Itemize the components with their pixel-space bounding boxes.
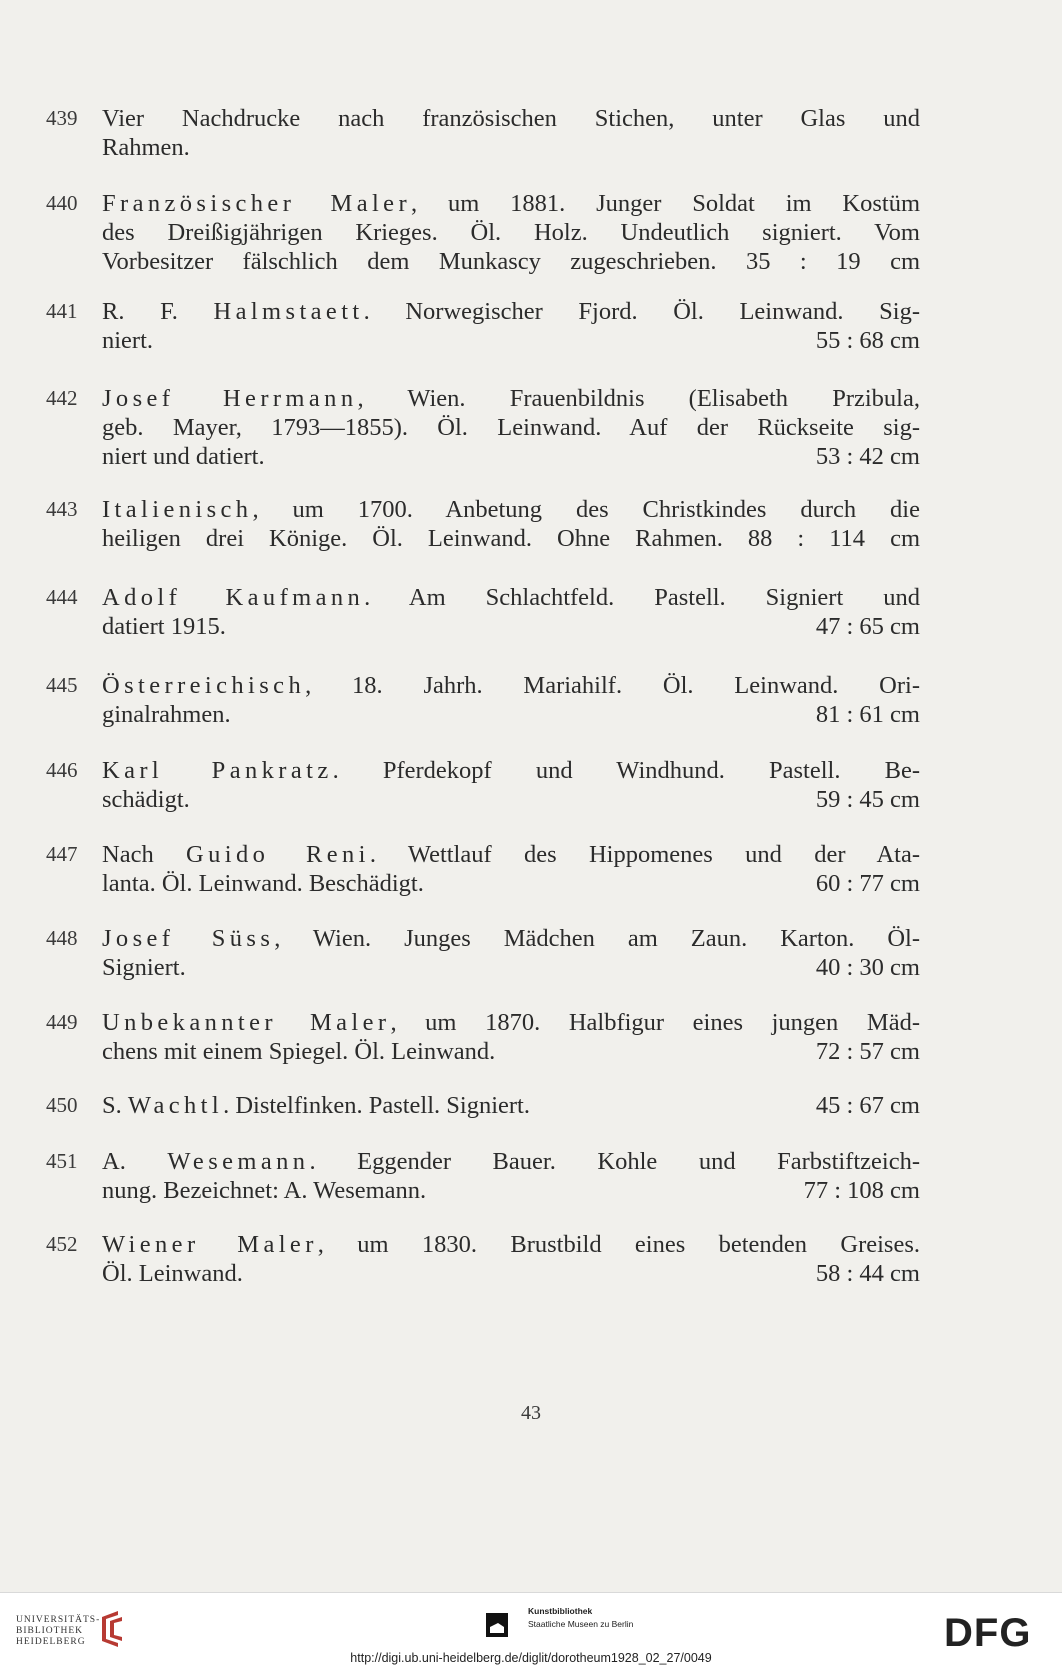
entry-line [102, 756, 920, 785]
entry-text-part: Rahmen. [102, 134, 190, 161]
lot-number: 440 [46, 191, 78, 215]
entry-text-part: . Pferdekopf und Windhund. Pastell. Be- [332, 757, 920, 784]
entry-line [102, 612, 920, 641]
entry-line [102, 924, 920, 953]
lot-number: 450 [46, 1093, 78, 1117]
dimensions: 58 : 44 cm [815, 1260, 920, 1287]
dimensions: 77 : 108 cm [803, 1177, 920, 1204]
entry-line [102, 1147, 920, 1176]
dimensions: 47 : 65 cm [815, 613, 920, 640]
entry-line [102, 297, 920, 326]
artist-name: Unbekannter Maler [102, 1009, 391, 1036]
artist-name: Halmstaett [213, 298, 364, 325]
entry-text [102, 495, 920, 553]
footer-bar [0, 1592, 1062, 1670]
entry-text-part: Signiert. [102, 954, 186, 981]
entry-text-part: . Wettlauf des Hippomenes und der Ata- [369, 841, 920, 868]
entry-text-part: , 18. Jahrh. Mariahilf. Öl. Leinwand. Ori- [305, 672, 920, 699]
entry-line [102, 953, 920, 982]
entry-text-part: schädigt. [102, 786, 190, 813]
kunstbibliothek-mark-icon [486, 1613, 508, 1637]
kunstbibliothek-logo[interactable] [528, 1605, 633, 1631]
lot-number: 441 [46, 299, 78, 323]
entry-text-part: A. [102, 1148, 168, 1175]
entry-text-part: . Distelfinken. Pastell. Signiert. [223, 1092, 530, 1119]
entry-text [102, 840, 920, 898]
lot-number: 448 [46, 926, 78, 950]
entry-text [102, 1147, 920, 1205]
entry-line [102, 869, 920, 898]
entry-text-part: datiert 1915. [102, 613, 226, 640]
lot-number: 442 [46, 386, 78, 410]
uni-line: UNIVERSITÄTS- [16, 1615, 101, 1625]
kb-title: Kunstbibliothek [528, 1606, 593, 1616]
kb-subtitle: Staatliche Museen zu Berlin [528, 1619, 634, 1629]
entry-text-part: niert und datiert. [102, 443, 265, 470]
entry-text [102, 756, 920, 814]
artist-name: Josef Herrmann [102, 385, 358, 412]
entry-line [102, 384, 920, 413]
uni-heidelberg-logo[interactable] [16, 1615, 100, 1648]
dfg-logo[interactable]: DFG [944, 1611, 1032, 1655]
artist-name: Italienisch [102, 496, 253, 523]
entry-text [102, 924, 920, 982]
entry-line [102, 133, 920, 162]
entry-line [102, 524, 920, 553]
dimensions: 40 : 30 cm [815, 954, 920, 981]
entry-line [102, 326, 920, 355]
artist-name: Josef Süss [102, 925, 275, 952]
entry-line [102, 1008, 920, 1037]
permalink-url[interactable]: http://digi.ub.uni-heidelberg.de/diglit/dorotheum1928_02_27/0049 [350, 1651, 712, 1665]
lot-number: 445 [46, 673, 78, 697]
lot-number: 444 [46, 585, 78, 609]
entry-line [102, 413, 920, 442]
lot-number: 439 [46, 106, 78, 130]
entry-text [102, 583, 920, 641]
lot-number: 451 [46, 1149, 78, 1173]
entry-text [102, 1008, 920, 1066]
dimensions: 72 : 57 cm [815, 1038, 920, 1065]
lot-number: 452 [46, 1232, 78, 1256]
entry-text-part: , Wien. Frauenbildnis (Elisabeth Przibula, [357, 385, 920, 412]
entry-line [102, 495, 920, 524]
entry-text [102, 104, 920, 162]
entry-text-part: Vorbesitzer fälschlich dem Munkascy zugeschrieben. 35 : 19 cm [102, 248, 920, 275]
artist-name: Adolf Kaufmann [102, 584, 365, 611]
uni-line: BIBLIOTHEK [16, 1626, 83, 1636]
entry-text [102, 189, 920, 276]
entry-text-part: , um 1700. Anbetung des Christkindes durch die [252, 496, 920, 523]
entry-text-part: , um 1870. Halbfigur eines jungen Mäd- [390, 1009, 920, 1036]
entry-line [102, 840, 920, 869]
entry-text-part: R. F. [102, 298, 214, 325]
entry-text [102, 1230, 920, 1288]
entry-line [102, 247, 920, 276]
lot-number: 449 [46, 1010, 78, 1034]
entry-text-part: niert. [102, 327, 154, 354]
dimensions: 55 : 68 cm [815, 327, 920, 354]
entry-line [102, 104, 920, 133]
entry-text-part: chens mit einem Spiegel. Öl. Leinwand. [102, 1038, 496, 1065]
artist-name: Österreichisch [102, 672, 306, 699]
page-number: 43 [521, 1402, 541, 1424]
entry-line [102, 700, 920, 729]
entry-text-part: . Eggender Bauer. Kohle und Farbstiftzeich- [309, 1148, 920, 1175]
dimensions: 59 : 45 cm [815, 786, 920, 813]
entry-line [102, 189, 920, 218]
entry-line [102, 671, 920, 700]
entry-text-part: , um 1881. Junger Soldat im Kostüm [411, 190, 920, 217]
entry-text-part: nung. Bezeichnet: A. Wesemann. [102, 1177, 427, 1204]
entry-line [102, 218, 920, 247]
entry-text-part: heiligen drei Könige. Öl. Leinwand. Ohne Rahmen. 88 : 114 cm [102, 525, 920, 552]
lot-number: 447 [46, 842, 78, 866]
entry-text-part: des Dreißigjährigen Krieges. Öl. Holz. Undeutlich signiert. Vom [102, 219, 920, 246]
entry-text [102, 1091, 920, 1120]
entry-line [102, 1259, 920, 1288]
dimensions: 53 : 42 cm [815, 443, 920, 470]
entry-line [102, 1037, 920, 1066]
artist-name: Wesemann [167, 1148, 310, 1175]
artist-name: Französischer Maler [102, 190, 412, 217]
entry-line [102, 1176, 920, 1205]
entry-text-part: lanta. Öl. Leinwand. Beschädigt. [102, 870, 424, 897]
entry-line [102, 1230, 920, 1259]
entry-text-part: Nach [102, 841, 187, 868]
artist-name: Wiener Maler [102, 1231, 318, 1258]
artist-name: Karl Pankratz [102, 757, 333, 784]
artist-name: Guido Reni [186, 841, 370, 868]
dimensions: 81 : 61 cm [815, 701, 920, 728]
entry-text-part: ginalrahmen. [102, 701, 231, 728]
entry-text [102, 384, 920, 471]
entry-text [102, 671, 920, 729]
entry-line [102, 442, 920, 471]
uni-line: HEIDELBERG [16, 1637, 86, 1647]
uni-heidelberg-mark-icon [98, 1609, 126, 1649]
entry-text-part: , um 1830. Brustbild eines betenden Greises. [317, 1231, 920, 1258]
dimensions: 45 : 67 cm [815, 1092, 920, 1119]
lot-number: 443 [46, 497, 78, 521]
dimensions: 60 : 77 cm [815, 870, 920, 897]
entry-text [102, 297, 920, 355]
entry-line [102, 1091, 920, 1120]
entry-text-part: Öl. Leinwand. [102, 1260, 243, 1287]
entry-text-part: Vier Nachdrucke nach französischen Stichen, unter Glas und [102, 105, 920, 132]
entry-text-part: , Wien. Junges Mädchen am Zaun. Karton. Öl- [274, 925, 920, 952]
entry-line [102, 583, 920, 612]
entry-text-part: S. [102, 1092, 128, 1119]
entry-text-part: . Norwegischer Fjord. Öl. Leinwand. Sig- [363, 298, 920, 325]
entry-line [102, 785, 920, 814]
entry-text-part: geb. Mayer, 1793—1855). Öl. Leinwand. Auf der Rückseite sig- [102, 414, 920, 441]
entry-text-part: . Am Schlachtfeld. Pastell. Signiert und [364, 584, 920, 611]
lot-number: 446 [46, 758, 78, 782]
artist-name: Wachtl [127, 1092, 224, 1119]
